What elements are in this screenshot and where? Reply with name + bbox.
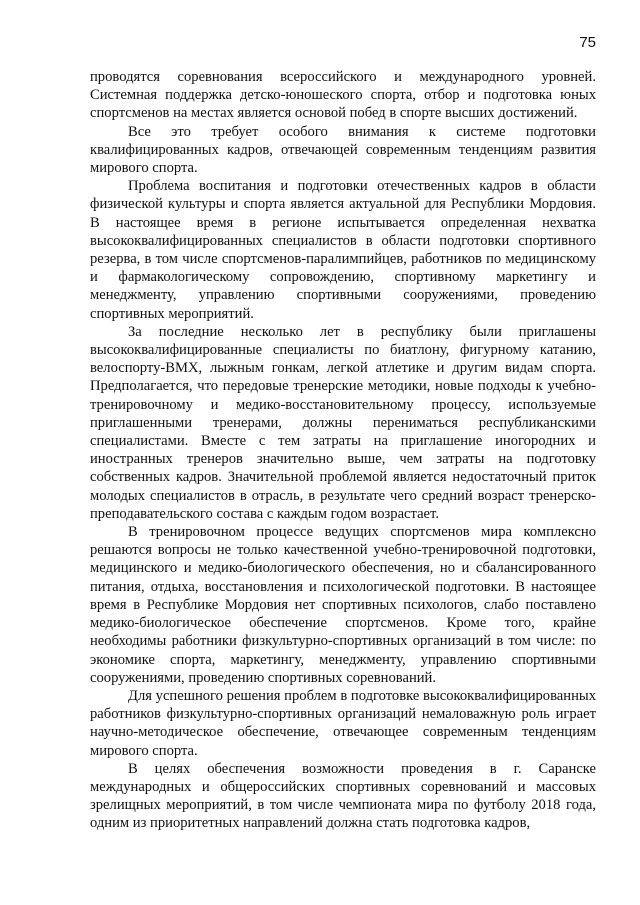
paragraph: В тренировочном процессе ведущих спортсменов мира комплексно решаются вопросы не только качественной учебно-тренировочной подготовки, медицинского и медико-биологического обеспечения, но и сбалансированного питания, отдыха, восстановления и психологической подготовки. В настоящее время в Республике Мордовия нет спортивных психологов, слабо поставлено медико-биологическое обеспечение спортсменов. Кроме того, крайне необходимы работники физкультурно-спортивных организаций в том числе: по экономике спорта, маркетингу, менеджменту, управлению спортивными сооружениями, проведению спортивных соревнований.: [90, 524, 596, 686]
paragraph: За последние несколько лет в республику были приглашены высококвалифицированные специалисты по биатлону, фигурному катанию, велоспорту-BMX, лыжным гонкам, легкой атлетике и другим видам спорта. Предполагается, что передовые тренерские методики, новые подходы к учебно-тренировочному и медико-восстановительному процессу, используемые приглашенными тренерами, должны перениматься республиканскими специалистами. Вместе с тем затраты на приглашение иногородних и иностранных тренеров значительно выше, чем затраты на подготовку собственных кадров. Значительной проблемой является недостаточный приток молодых специалистов в отрасль, в результате чего средний возраст тренерско-преподавательского состава с каждым годом возрастает.: [90, 323, 596, 522]
paragraph: проводятся соревнования всероссийского и международного уровней. Системная поддержка детско-юношеского спорта, отбор и подготовка юных спортсменов на местах является основой побед в спорте высших достижений.: [90, 69, 596, 122]
page-number: 75: [579, 34, 596, 51]
paragraph: В целях обеспечения возможности проведения в г. Саранске международных и общероссийских спортивных соревнований и массовых зрелищных мероприятий, в том числе чемпионата мира по футболу 2018 года, одним из приоритетных направлений должна стать подготовка кадров,: [90, 760, 596, 832]
paragraph: Все это требует особого внимания к системе подготовки квалифицированных кадров, отвечающей современным тенденциям развития мирового спорта.: [90, 123, 596, 177]
paragraph: Проблема воспитания и подготовки отечественных кадров в области физической культуры и спорта является актуальной для Республики Мордовия. В настоящее время в регионе испытывается определенная нехватка высококвалифицированных специалистов в области подготовки спортивного резерва, в том числе спортсменов-паралимпийцев, работников по медицинскому и фармакологическому сопровождению, спортивному маркетингу и менеджменту, управлению спортивными сооружениями, проведению спортивных мероприятий.: [90, 178, 596, 322]
paragraph: Для успешного решения проблем в подготовке высококвалифицированных работников физкультурно-спортивных организаций немаловажную роль играет научно-методическое обеспечение, отвечающее современным тенденциям мирового спорта.: [90, 687, 596, 759]
document-body: [90, 68, 596, 833]
